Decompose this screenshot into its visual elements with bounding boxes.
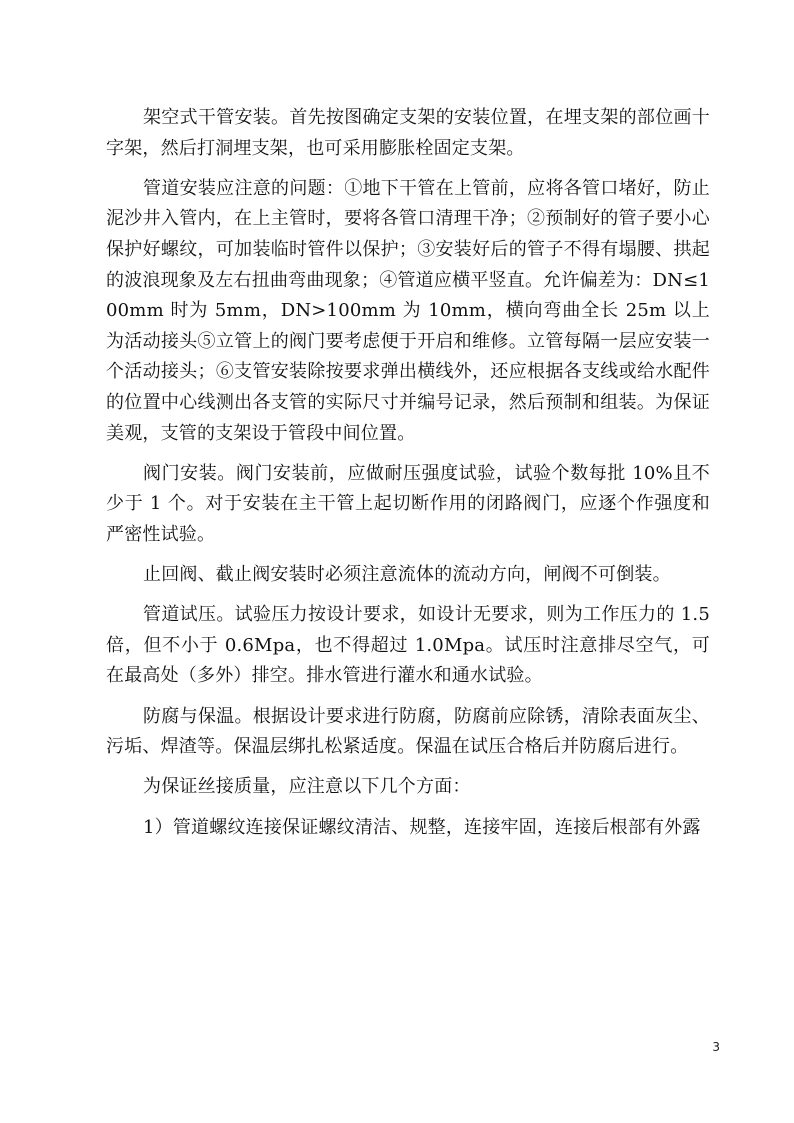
paragraph-thread-connection-item-1: 1）管道螺纹连接保证螺纹清洁、规整，连接牢固，连接后根部有外露: [143, 816, 701, 838]
page-number: 3: [712, 1040, 720, 1054]
paragraph-threaded-joint-quality: 为保证丝接质量，应注意以下几个方面：: [143, 776, 471, 798]
paragraph-valve-installation: 阀门安装。阀门安装前，应做耐压强度试验，试验个数每批 10%且不少于 1 个。对于安装在主干管上起切断作用的闭路阀门，应逐个作强度和严密性试验。: [106, 462, 710, 545]
paragraph-check-valve: 止回阀、截止阀安装时必须注意流体的流动方向，闸阀不可倒装。: [143, 564, 671, 586]
paragraph-anticorrosion-insulation: 防腐与保温。根据设计要求进行防腐，防腐前应除锈，清除表面灰尘、污垢、焊渣等。保温层绑扎松紧适度。保温在试压合格后并防腐后进行。: [106, 705, 710, 758]
paragraph-overhead-main-pipe: 架空式干管安装。首先按图确定支架的安装位置，在埋支架的部位画十字架，然后打洞埋支架，也可采用膨胀栓固定支架。: [106, 107, 710, 159]
paragraph-pipe-installation-notes: 管道安装应注意的问题：①地下干管在上管前，应将各管口堵好，防止泥沙井入管内，在上主管时，要将各管口清理干净；②预制好的管子要小心保护好螺纹，可加装临时管件以保护；③安装好后的管子不得有塌腰、拱起的波浪现象及左右扭曲弯曲现象；④管道应横平竖直。允许偏差为：DN≤100mm 时为 5mm，DN>100mm 为 10mm，横向弯曲全长 25m 以上为活动接头⑤立管上的阀门要考虑便于开启和维修。立管每隔一层应安装一个活动接头；⑥支管安装除按要求弹出横线外，还应根据各支线或给水配件的位置中心线测出各支管的实际尺寸并编号记录，然后预制和组装。为保证美观，支管的支架设于管段中间位置。: [106, 177, 710, 444]
paragraph-pressure-test: 管道试压。试验压力按设计要求，如设计无要求，则为工作压力的 1.5 倍，但不小于 0.6Mpa，也不得超过 1.0Mpa。试压时注意排尽空气，可在最高处（多外）排空。排水管进行灌水和通水试验。: [106, 604, 710, 687]
document-body: [106, 103, 710, 853]
